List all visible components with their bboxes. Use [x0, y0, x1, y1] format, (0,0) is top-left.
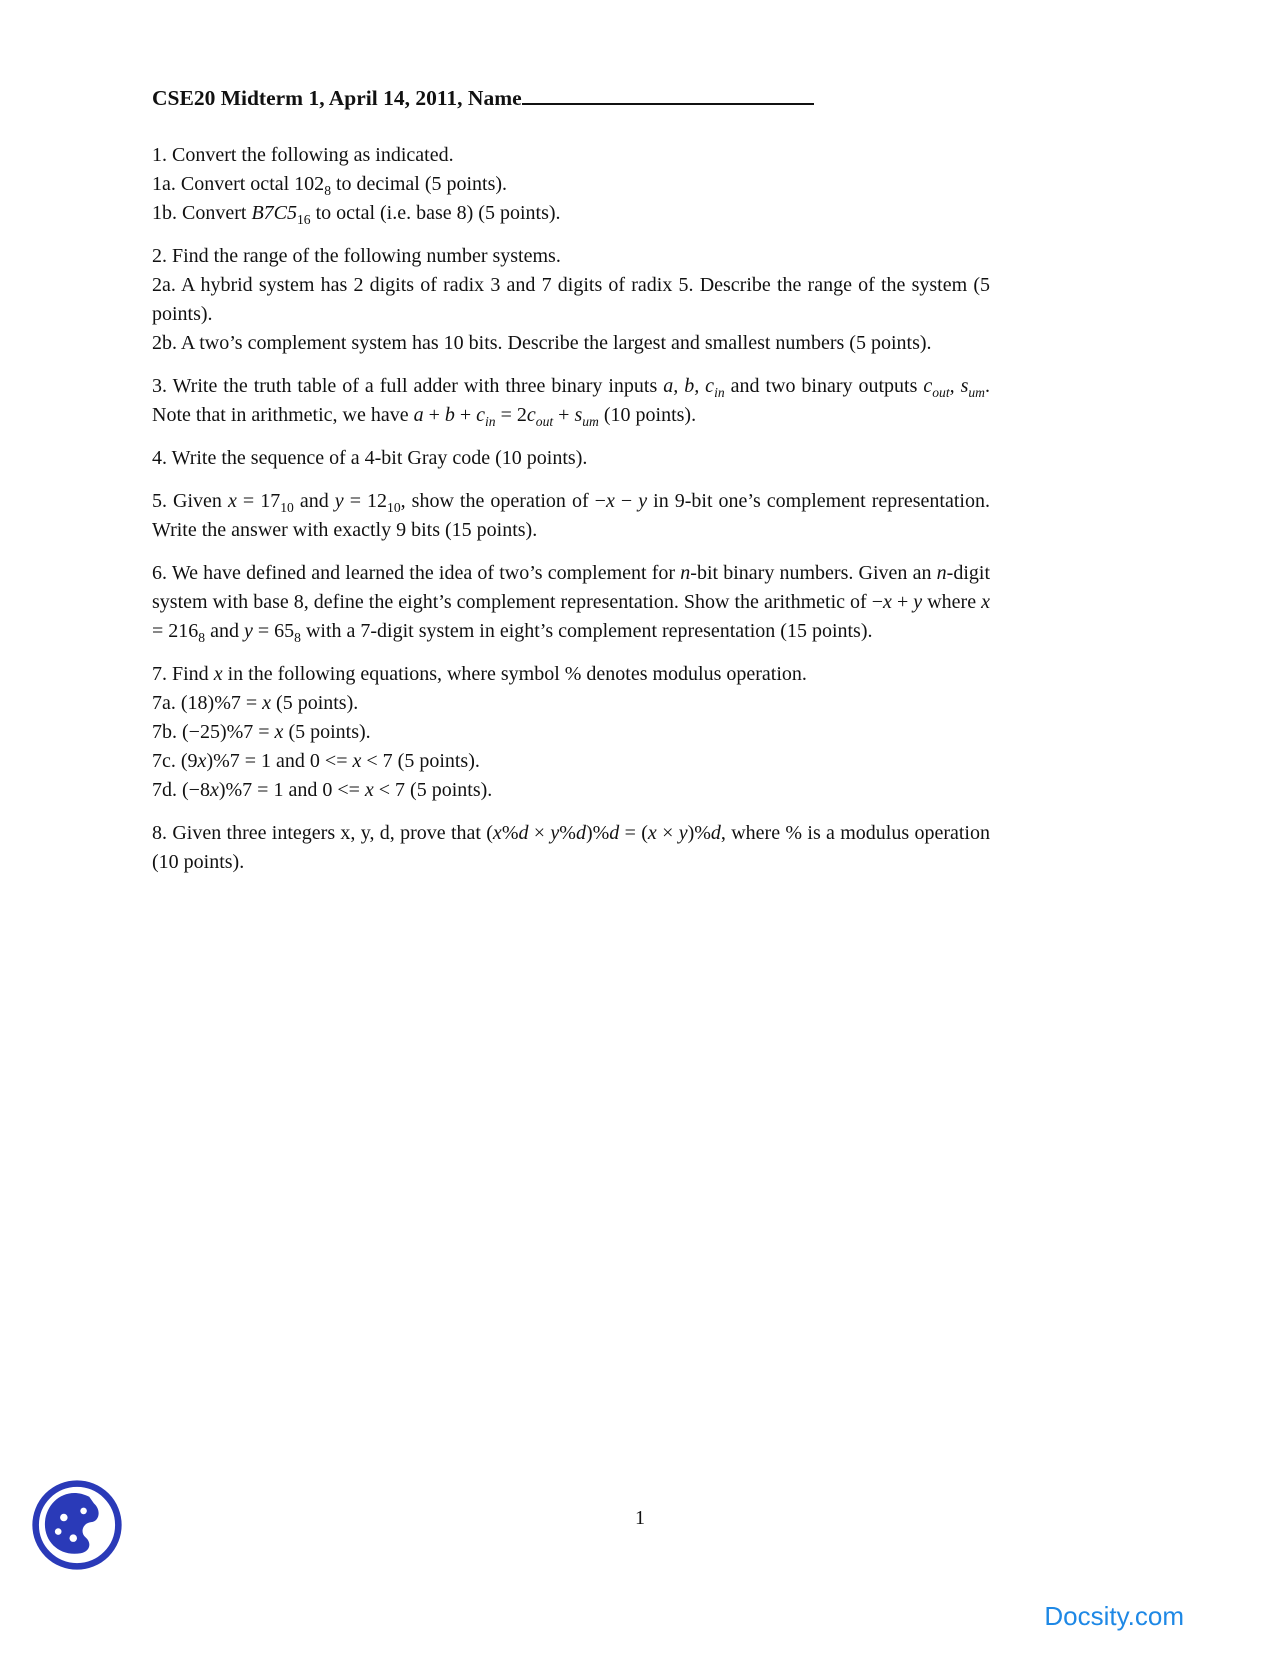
question-7c: 7c. (9x)%7 = 1 and 0 <= x < 7 (5 points).: [152, 750, 480, 772]
question-4: [152, 444, 990, 473]
question-1a: 1a. Convert octal $102_8$ to decimal (5 points).: [152, 173, 508, 198]
question-1-intro: 1. Convert the following as indicated.: [152, 144, 454, 166]
docsity-logo-icon: [30, 1478, 124, 1572]
question-5: [152, 487, 990, 545]
question-8: [152, 819, 990, 877]
question-2: [152, 242, 990, 358]
question-4-text: 4. Write the sequence of a 4-bit Gray code (10 points).: [152, 447, 588, 469]
question-6-text: 6. We have defined and learned the idea of two’s complement for n-bit binary numbers. Given an n-digit system with base 8, define the eight’s complement representation. Show the arithmetic of −x + y where $x = 216_8$ and $y = 65_8$ with a 7-digit system in eight’s complement representation (15 points).: [152, 562, 991, 645]
exam-title-text: CSE20 Midterm 1, April 14, 2011, Name: [152, 86, 522, 110]
exam-content: [152, 86, 990, 891]
question-7d: 7d. (−8x)%7 = 1 and 0 <= x < 7 (5 points).: [152, 779, 493, 801]
page-number: 1: [635, 1507, 645, 1529]
question-7a: 7a. (18)%7 = x (5 points).: [152, 692, 359, 714]
question-2b: 2b. A two’s complement system has 10 bits. Describe the largest and smallest numbers (5 points).: [152, 332, 932, 354]
question-1: [152, 141, 990, 228]
question-5-text: 5. Given $x = 17_{10}$ and $y = 12_{10}$, show the operation of −x − y in 9-bit one’s complement representation. Write the answer with exactly 9 bits (15 points).: [152, 490, 990, 541]
question-1b: 1b. Convert $B7C5_{16}$ to octal (i.e. base 8) (5 points).: [152, 202, 561, 227]
question-3-text: 3. Write the truth table of a full adder with three binary inputs a, b, $c_{in}$ and two binary outputs $c_{out}$, $s_{um}$. Note that in arithmetic, we have $a + b + c_{in} = 2c_{out} + s_{um}$ (10 points).: [152, 375, 990, 429]
docsity-link[interactable]: Docsity.com: [1044, 1601, 1184, 1631]
question-2-intro: 2. Find the range of the following number systems.: [152, 245, 561, 267]
question-7b: 7b. (−25)%7 = x (5 points).: [152, 721, 371, 743]
question-7-intro: 7. Find x in the following equations, where symbol % denotes modulus operation.: [152, 663, 807, 685]
question-3: [152, 372, 990, 430]
question-6: [152, 559, 990, 646]
name-underline: [522, 101, 814, 105]
question-2a: 2a. A hybrid system has 2 digits of radix 3 and 7 digits of radix 5. Describe the range of the system (5 points).: [152, 274, 990, 325]
question-7: [152, 660, 990, 805]
exam-title: [152, 86, 990, 111]
question-8-text: 8. Given three integers x, y, d, prove that (x%d × y%d)%d = (x × y)%d, where % is a modulus operation (10 points).: [152, 822, 990, 873]
